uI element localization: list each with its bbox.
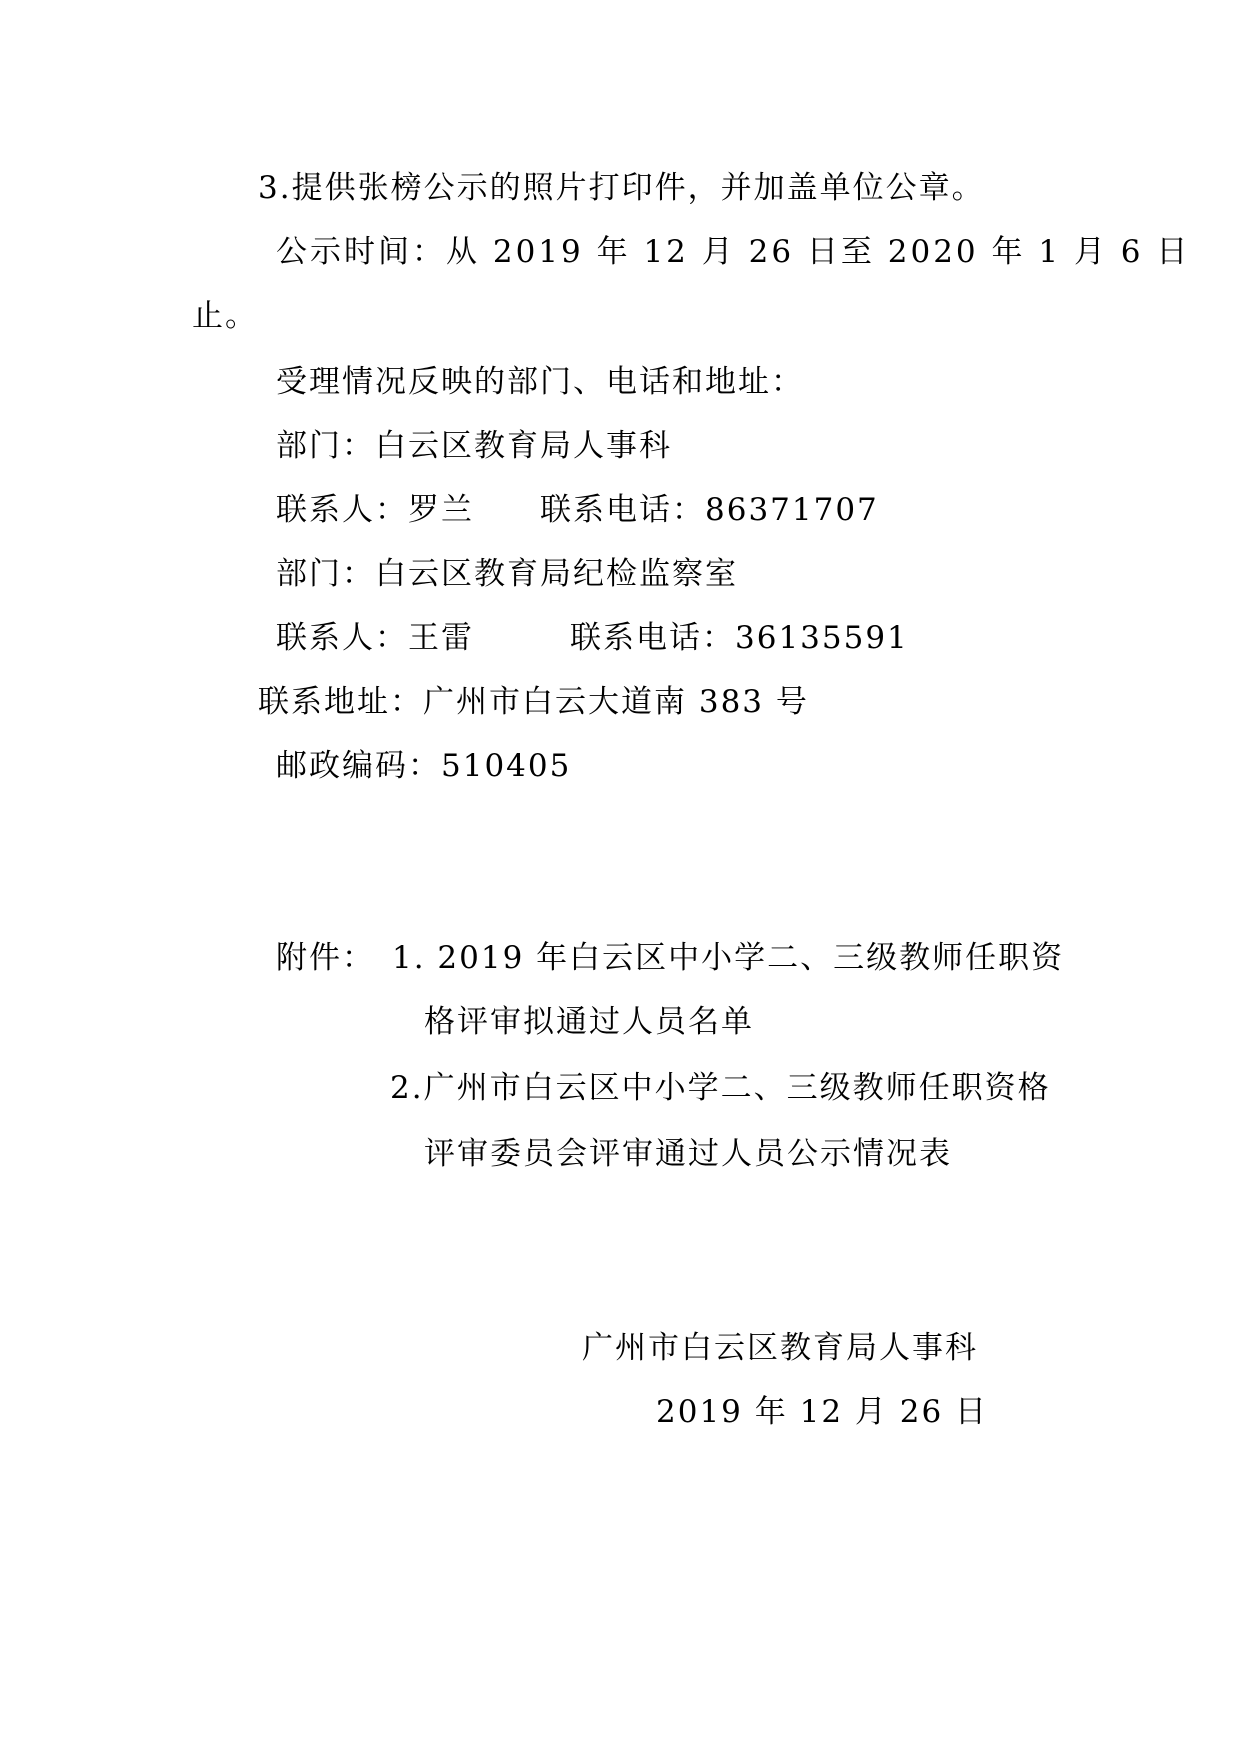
contact-intro: 受理情况反映的部门、电话和地址： (276, 364, 804, 400)
postal-code: 邮政编码：510405 (276, 748, 572, 784)
contact-1-phone: 联系电话：86371707 (540, 492, 879, 528)
contact-2-phone: 联系电话：36135591 (570, 620, 909, 656)
department-2: 部门：白云区教育局纪检监察室 (276, 556, 738, 592)
attachments-label: 附件： (276, 940, 375, 976)
contact-1-person: 联系人：罗兰 (276, 492, 474, 528)
attachment-2-line1: 2.广州市白云区中小学二、三级教师任职资格 (390, 1070, 1051, 1106)
attachment-1-line2: 格评审拟通过人员名单 (424, 1004, 754, 1040)
contact-1-row (276, 490, 879, 530)
attachment-2-line2: 评审委员会评审通过人员公示情况表 (424, 1136, 952, 1172)
publicity-period-line2: 止。 (192, 298, 258, 334)
issue-date: 2019 年 12 月 26 日 (656, 1394, 989, 1430)
item-3-text: 3.提供张榜公示的照片打印件，并加盖单位公章。 (258, 170, 985, 206)
contact-address: 联系地址：广州市白云大道南 383 号 (258, 684, 809, 720)
attachment-1-line1: 1. 2019 年白云区中小学二、三级教师任职资 (392, 940, 1065, 976)
issuer-name: 广州市白云区教育局人事科 (582, 1330, 978, 1366)
publicity-period-line1: 公示时间：从 2019 年 12 月 26 日至 2020 年 1 月 6 日 (276, 234, 1191, 270)
contact-2-row (276, 618, 909, 658)
department-1: 部门：白云区教育局人事科 (276, 428, 672, 464)
contact-2-person: 联系人：王雷 (276, 620, 474, 656)
